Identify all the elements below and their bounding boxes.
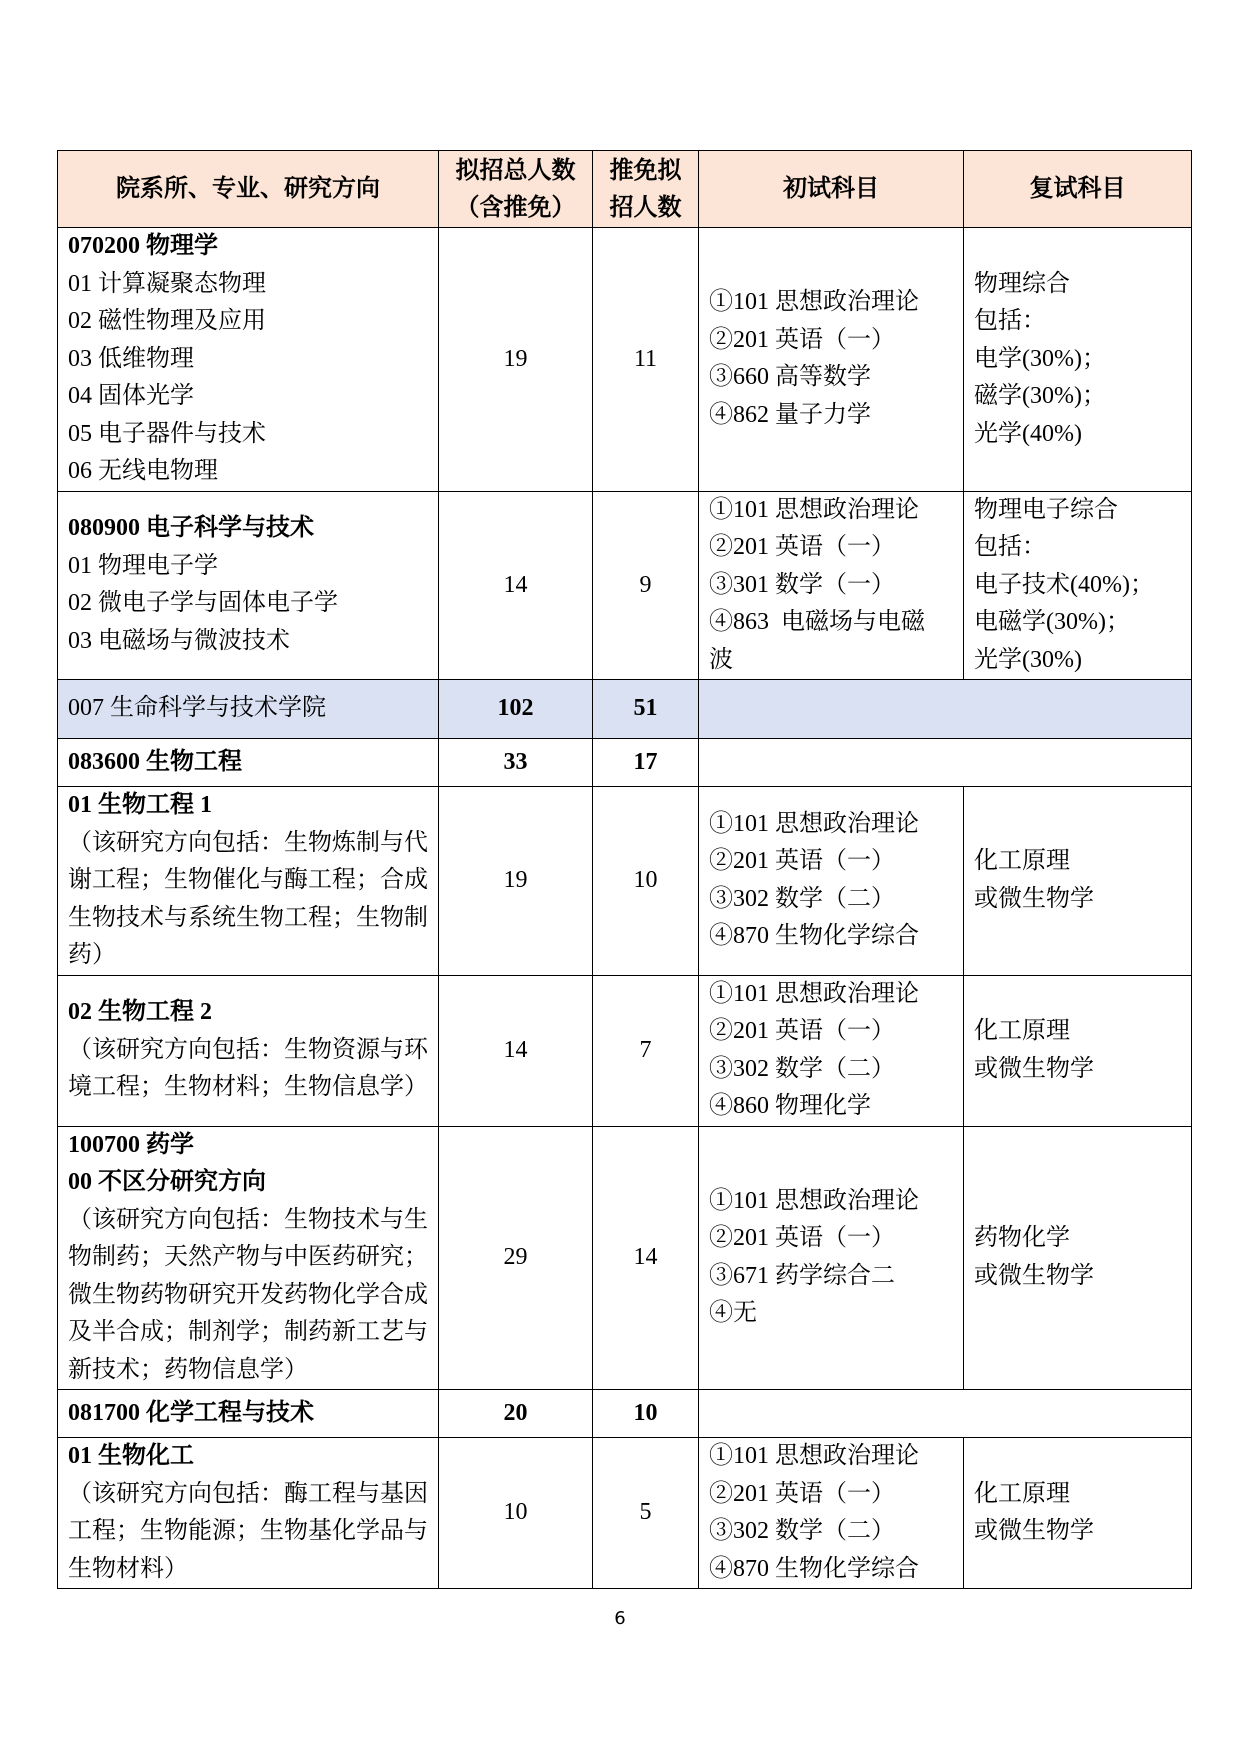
exam-subject: 波	[709, 646, 733, 673]
exam-subject: ①101 思想政治理论	[709, 1187, 919, 1214]
initial-exam-cell	[699, 228, 964, 492]
exempt-count: 14	[593, 1126, 699, 1390]
table-row	[58, 975, 1192, 1126]
exam-subject: ④863 电磁场与电磁	[709, 609, 925, 635]
retest-cell	[964, 975, 1192, 1126]
header-total-line2: （含推免）	[455, 193, 576, 221]
total-count: 14	[439, 975, 593, 1126]
table-row	[58, 491, 1192, 680]
exam-subject: ②201 英语（一）	[709, 1225, 895, 1252]
major-title: 081700 化学工程与技术	[58, 1390, 439, 1438]
empty-cell	[699, 680, 1192, 739]
retest-cell	[964, 1438, 1192, 1589]
exam-subject: ③301 数学（一）	[709, 571, 895, 598]
page-number: 6	[614, 1608, 626, 1629]
exam-subject: ③302 数学（二）	[709, 1518, 895, 1544]
header-retest: 复试科目	[964, 151, 1192, 228]
program-cell	[58, 787, 439, 976]
header-initial-exam: 初试科目	[699, 151, 964, 228]
program-cell	[58, 491, 439, 680]
direction: 04 固体光学	[68, 383, 194, 409]
total-count: 102	[439, 680, 593, 739]
exam-subject: ④870 生物化学综合	[709, 1555, 919, 1582]
exempt-count: 51	[593, 680, 699, 739]
major-title: 070200 物理学	[68, 233, 218, 259]
total-count: 14	[439, 491, 593, 680]
retest-cell	[964, 1126, 1192, 1390]
program-cell	[58, 228, 439, 492]
retest-line: 磁学(30%)；	[974, 383, 1106, 409]
retest-line: 或微生物学	[974, 1518, 1094, 1544]
retest-cell	[964, 491, 1192, 680]
direction-description: （该研究方向包括：酶工程与基因工程；生物能源；生物基化学品与生物材料）	[68, 1480, 428, 1582]
total-count: 33	[439, 739, 593, 787]
total-count: 10	[439, 1438, 593, 1589]
exam-subject: ①101 思想政治理论	[709, 810, 919, 837]
header-total	[439, 151, 593, 228]
empty-cell	[699, 739, 1192, 787]
initial-exam-cell	[699, 491, 964, 680]
retest-line: 化工原理	[974, 848, 1070, 875]
exempt-count: 5	[593, 1438, 699, 1589]
header-program: 院系所、专业、研究方向	[58, 151, 439, 228]
direction-description: （该研究方向包括：生物炼制与代谢工程；生物催化与酶工程；合成生物技术与系统生物工程；生物制药）	[68, 829, 428, 968]
exempt-count: 17	[593, 739, 699, 787]
direction: 03 低维物理	[68, 345, 194, 372]
retest-line: 电学(30%)；	[974, 345, 1106, 372]
direction-title: 02 生物工程 2	[68, 999, 212, 1026]
direction: 01 物理电子学	[68, 552, 218, 579]
retest-cell	[964, 787, 1192, 976]
exam-subject: ③660 高等数学	[709, 364, 871, 391]
major-row	[58, 1390, 1192, 1438]
program-cell	[58, 975, 439, 1126]
direction-title: 00 不区分研究方向	[68, 1169, 266, 1195]
school-name: 007 生命科学与技术学院	[58, 680, 439, 739]
exam-subject: ①101 思想政治理论	[709, 496, 919, 523]
direction-title: 01 生物化工	[68, 1443, 194, 1469]
retest-line: 电子技术(40%)；	[974, 571, 1154, 598]
header-exempt-line1: 推免拟	[609, 155, 682, 184]
exam-subject: ①101 思想政治理论	[709, 980, 919, 1007]
total-count: 20	[439, 1390, 593, 1438]
retest-line: 包括：	[974, 534, 1046, 560]
empty-cell	[699, 1390, 1192, 1438]
direction-title: 01 生物工程 1	[68, 792, 212, 818]
retest-line: 物理电子综合	[974, 496, 1118, 523]
exam-subject: ②201 英语（一）	[709, 1480, 895, 1507]
direction-description: （该研究方向包括：生物资源与环境工程；生物材料；生物信息学）	[68, 1036, 428, 1101]
exam-subject: ②201 英语（一）	[709, 1018, 895, 1044]
retest-line: 化工原理	[974, 1480, 1070, 1507]
table-row	[58, 228, 1192, 492]
direction: 02 微电子学与固体电子学	[68, 590, 338, 617]
program-cell	[58, 1438, 439, 1589]
retest-line: 或微生物学	[974, 885, 1094, 912]
exam-subject: ④862 量子力学	[709, 401, 871, 428]
major-title: 100700 药学	[68, 1131, 194, 1158]
exam-subject: ②201 英语（一）	[709, 326, 895, 353]
admissions-table	[57, 150, 1192, 1589]
direction: 06 无线电物理	[68, 458, 218, 484]
retest-line: 或微生物学	[974, 1055, 1094, 1082]
exam-subject: ④无	[709, 1300, 757, 1327]
school-group-row	[58, 680, 1192, 739]
retest-cell	[964, 228, 1192, 492]
exam-subject: ①101 思想政治理论	[709, 289, 919, 316]
program-cell	[58, 1126, 439, 1390]
initial-exam-cell	[699, 1126, 964, 1390]
retest-line: 化工原理	[974, 1018, 1070, 1044]
major-title: 083600 生物工程	[58, 739, 439, 787]
total-count: 29	[439, 1126, 593, 1390]
retest-line: 药物化学	[974, 1225, 1070, 1252]
retest-line: 光学(30%)	[974, 646, 1082, 673]
direction: 01 计算凝聚态物理	[68, 270, 266, 297]
exempt-count: 11	[593, 228, 699, 492]
table-row	[58, 1438, 1192, 1589]
exam-subject: ④860 物理化学	[709, 1093, 871, 1119]
header-total-line1: 拟招总人数	[455, 155, 576, 184]
major-row	[58, 739, 1192, 787]
retest-line: 或微生物学	[974, 1262, 1094, 1289]
exempt-count: 10	[593, 1390, 699, 1438]
exam-subject: ①101 思想政治理论	[709, 1443, 919, 1469]
direction: 02 磁性物理及应用	[68, 308, 266, 334]
initial-exam-cell	[699, 975, 964, 1126]
direction: 05 电子器件与技术	[68, 420, 266, 447]
total-count: 19	[439, 228, 593, 492]
direction-description: （该研究方向包括：生物技术与生物制药；天然产物与中医药研究；微生物药物研究开发药物化学合成及半合成；制剂学；制药新工艺与新技术；药物信息学）	[68, 1206, 428, 1383]
header-exempt-line2: 招人数	[609, 193, 682, 221]
exam-subject: ④870 生物化学综合	[709, 923, 919, 950]
table-row	[58, 1126, 1192, 1390]
exam-subject: ②201 英语（一）	[709, 534, 895, 560]
exam-subject: ③671 药学综合二	[709, 1262, 895, 1289]
total-count: 19	[439, 787, 593, 976]
retest-line: 包括：	[974, 308, 1046, 334]
exam-subject: ③302 数学（二）	[709, 885, 895, 912]
retest-line: 电磁学(30%)；	[974, 609, 1130, 635]
exempt-count: 10	[593, 787, 699, 976]
exempt-count: 7	[593, 975, 699, 1126]
initial-exam-cell	[699, 1438, 964, 1589]
exempt-count: 9	[593, 491, 699, 680]
header-exempt	[593, 151, 699, 228]
exam-subject: ②201 英语（一）	[709, 848, 895, 875]
table-header-row	[58, 151, 1192, 228]
major-title: 080900 电子科学与技术	[68, 515, 314, 542]
exam-subject: ③302 数学（二）	[709, 1055, 895, 1082]
table-row	[58, 787, 1192, 976]
initial-exam-cell	[699, 787, 964, 976]
direction: 03 电磁场与微波技术	[68, 627, 290, 654]
retest-line: 物理综合	[974, 270, 1070, 297]
retest-line: 光学(40%)	[974, 420, 1082, 447]
